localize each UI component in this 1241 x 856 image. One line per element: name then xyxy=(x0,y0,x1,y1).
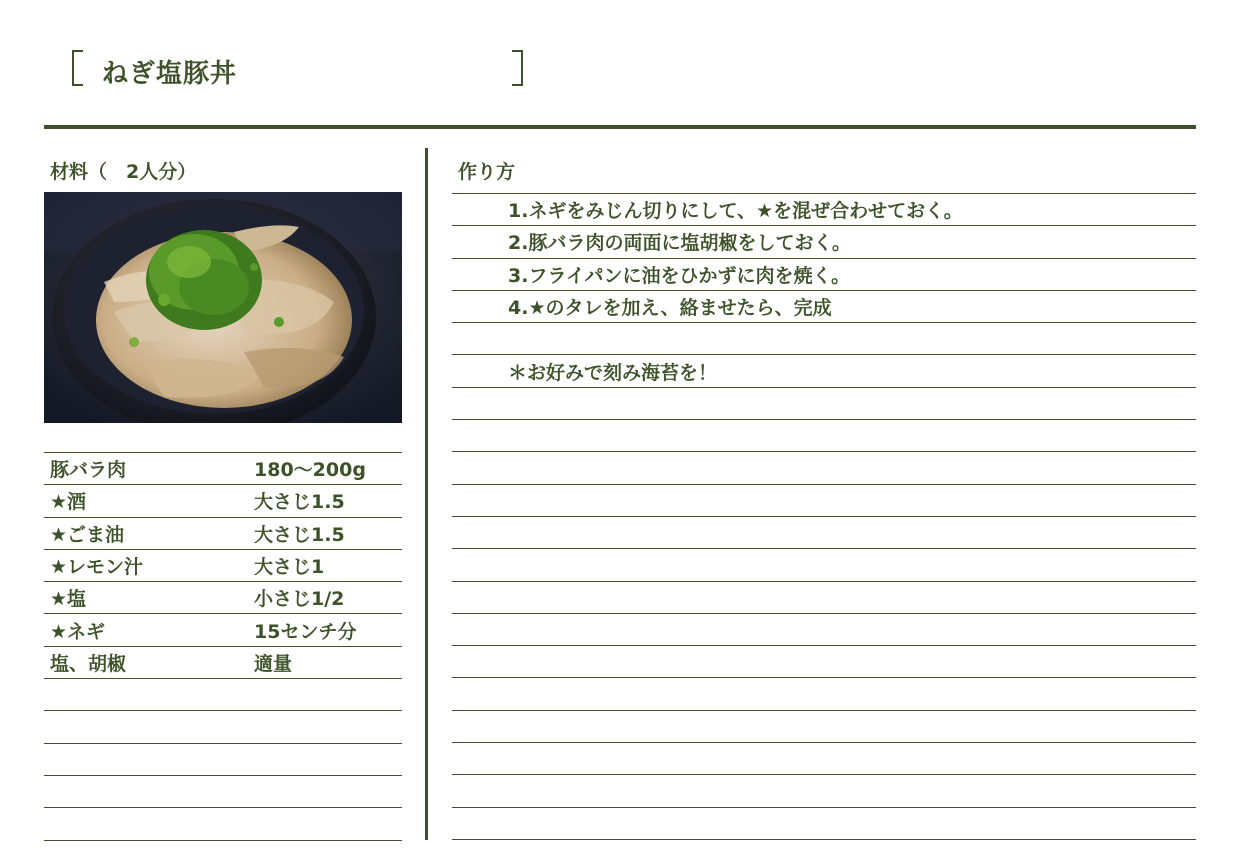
ingredient-name: ★ごま油 xyxy=(50,523,125,546)
method-step xyxy=(452,549,1196,581)
ingredients-header: 材料（ 2人分） xyxy=(50,161,197,183)
method-step xyxy=(452,743,1196,775)
ingredient-row xyxy=(44,679,402,711)
ingredient-row xyxy=(44,550,402,582)
method-step: 3.フライパンに油をひかずに肉を焼く。 xyxy=(452,259,1196,291)
method-step: 4.★のタレを加え、絡ませたら、完成 xyxy=(452,291,1196,323)
recipe-title: ねぎ塩豚丼 xyxy=(102,59,238,89)
left-bracket xyxy=(72,50,83,86)
method-step xyxy=(452,808,1196,840)
ingredient-row xyxy=(44,647,402,679)
method-step xyxy=(452,711,1196,743)
ingredient-row xyxy=(44,485,402,517)
method-note: ＊お好みで刻み海苔を！ xyxy=(452,355,1196,387)
ingredients-table xyxy=(44,452,402,841)
ingredient-name: ★酒 xyxy=(50,491,87,514)
ingredient-row xyxy=(44,614,402,646)
ingredient-name: ★塩 xyxy=(50,588,87,611)
ingredient-amount: 大さじ1.5 xyxy=(254,491,345,514)
method-step xyxy=(452,420,1196,452)
ingredient-amount: 適量 xyxy=(254,652,293,675)
method-step xyxy=(452,388,1196,420)
dish-photo xyxy=(44,192,402,423)
pork-don-photo-icon xyxy=(44,192,402,423)
ingredient-row xyxy=(44,808,402,840)
method-step xyxy=(452,678,1196,710)
method-step xyxy=(452,452,1196,484)
ingredient-name: ★ネギ xyxy=(50,620,106,643)
method-header: 作り方 xyxy=(452,150,1196,194)
method-step xyxy=(452,485,1196,517)
ingredient-row xyxy=(44,744,402,776)
ingredient-amount: 小さじ1/2 xyxy=(254,588,345,611)
ingredient-row xyxy=(44,453,402,485)
ingredient-row xyxy=(44,582,402,614)
ingredient-row xyxy=(44,518,402,550)
method-step xyxy=(452,646,1196,678)
method-step xyxy=(452,323,1196,355)
ingredient-amount: 180～200g xyxy=(254,459,366,482)
right-bracket xyxy=(512,50,523,86)
column-divider xyxy=(425,148,428,840)
title-block xyxy=(72,44,532,92)
ingredients-column xyxy=(44,150,402,841)
ingredient-amount: 大さじ1 xyxy=(254,556,325,579)
ingredient-row xyxy=(44,711,402,743)
ingredient-name: ★レモン汁 xyxy=(50,556,144,579)
method-step xyxy=(452,614,1196,646)
ingredient-name: 塩、胡椒 xyxy=(50,652,127,675)
method-step: 2.豚バラ肉の両面に塩胡椒をしておく。 xyxy=(452,226,1196,258)
top-rule xyxy=(44,125,1196,129)
ingredient-amount: 15センチ分 xyxy=(254,620,357,643)
method-step xyxy=(452,582,1196,614)
method-step xyxy=(452,775,1196,807)
ingredient-row xyxy=(44,776,402,808)
ingredient-amount: 大さじ1.5 xyxy=(254,523,345,546)
method-column xyxy=(452,150,1196,840)
ingredient-name: 豚バラ肉 xyxy=(50,459,127,482)
method-step: 1.ネギをみじん切りにして、★を混ぜ合わせておく。 xyxy=(452,194,1196,226)
method-step xyxy=(452,517,1196,549)
